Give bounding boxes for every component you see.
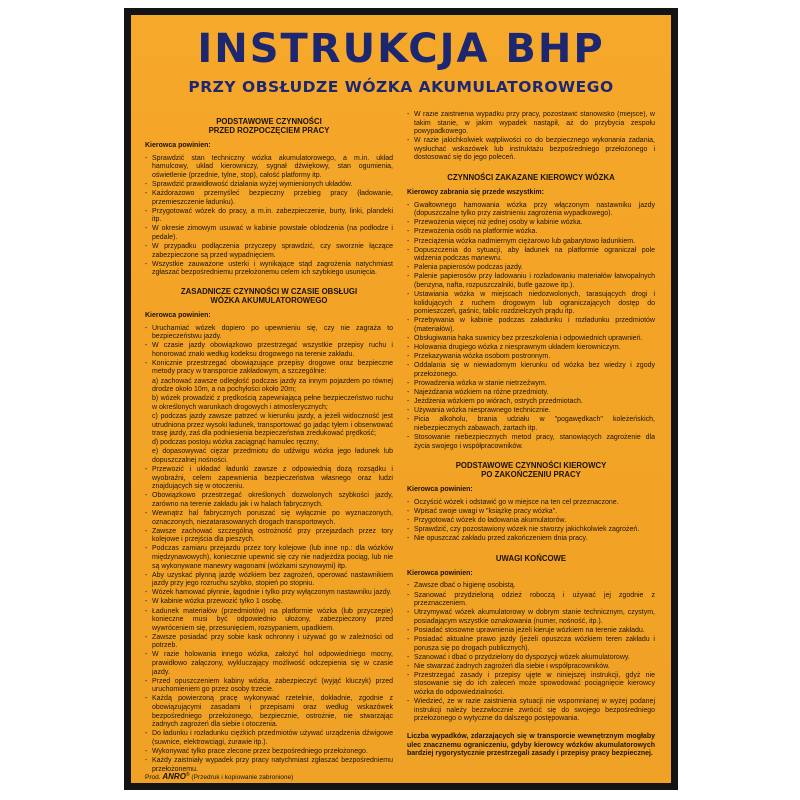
list-item: - Oddalania się w niewiadomym kierunku od wózka bez wiedzy i zgody przełożonego. — [407, 362, 655, 379]
list-item: - Sprawdzić stan techniczny wózka akumulatorowego, a m.in. układ hamulcowy, układ kierowniczy, sygnał dźwiękowy, stan ogumienia, oświetlenie (przednie, tylne, stop), całość platformy itp. — [145, 155, 393, 181]
list-item: d) podczas postoju wózka zaciągnąć hamulec ręczny; — [152, 439, 319, 447]
list-item: - Stosowanie niebezpiecznych metod pracy, stanowiących zagrożenie dla życia swojego i współpracowników. — [407, 434, 655, 451]
list-item: - Przygotować wózek do ładowania akumulatorów. — [407, 517, 655, 526]
list-item: - Najeżdżania wózkiem na różne przedmioty. — [407, 389, 655, 398]
list-item: - Posiadać aktualne prawo jazdy (jeżeli opuszcza wózkiem teren zakładu i porusza się po drogach publicznych). — [407, 636, 655, 653]
list-item: - Obowiązkowo przestrzegać określonych dozwolonych szybkości jazdy, zarówno na terenie zakładu jak i w halach fabrycznych. — [145, 492, 393, 509]
list-final-notes — [407, 582, 655, 724]
list-item: - Sprawdzić, czy pozostawiony wózek nie stworzy jakichkolwiek zagrożeń. — [407, 526, 655, 535]
section-title-forbidden: CZYNNOŚCI ZAKAZANE KIEROWCY WÓZKA — [447, 173, 615, 183]
list-item: - Holowania drugiego wózka z niesprawnym układem kierowniczym. — [407, 344, 655, 353]
list-item: - Prowadzenia wózka w stanie nietrzeźwym. — [407, 380, 655, 389]
list-item: - Przygotować wózek do pracy, a m.in. zabezpieczenie, burty, linki, plandeki itp. — [145, 208, 393, 225]
list-item: - Konicznie przestrzegać obowiązujące przepisy drogowe oraz bezpieczne metody pracy w transporcie zakładowym, a szczególnie: — [145, 360, 393, 377]
list-item: - W okresie zimowym usuwać w kabinie powstałe oblodzenia (na podłodze i pedale). — [145, 225, 393, 242]
list-accident-notes — [407, 111, 655, 163]
list-item: c) podczas jazdy zawsze patrzeć w kierunku jazdy, a jeżeli widoczność jest utrudniona przez wysoki ładunek, transportować go jadąc tyłem i obserwować trasę jazdy, zaś dla podniesienia bezpieczeństwa zredukować prędkość; — [152, 412, 393, 438]
list-item: - Przewożenia osób na platformie wózka. — [407, 228, 655, 237]
list-item: - Jeżdżenia wózkiem po wiórach, ostrych przedmiotach. — [407, 398, 655, 407]
list-item: - Aby uzyskać płynną jazdę wózkiem bez zagrożeń, operować nastawnikiem jazdy przy jego rozruchu szybko, stopień po stopniu. — [145, 572, 393, 589]
list-item: - Dopuszczenia do sytuacji, aby ładunek na platformie ograniczał pole widzenia podczas manewru. — [407, 247, 655, 264]
list-item: - Nie stwarzać żadnych zagrożeń dla siebie i współpracowników. — [407, 663, 655, 672]
list-item: - Przekazywania wózka osobom postronnym. — [407, 353, 655, 362]
section-title-final-notes: UWAGI KOŃCOWE — [495, 553, 567, 563]
section-lead-during-work: Kierowca powinien: — [145, 311, 211, 319]
list-item: - Każdą powierzoną pracę wykonywać rzetelnie, dokładnie, zgodnie z obowiązującymi zasadami i przepisami oraz według wskazówek bezpośredniego przełożonego, bezpiecznie, ostrożnie, nie stwarzając żadnych zagrożeń dla siebie i otoczenia. — [145, 695, 393, 729]
right-column — [407, 111, 655, 773]
list-item: - W razie jakichkolwiek wątpliwości co do bezpiecznego wykonania zadania, wysłuchać wskazówek lub instruktażu bezpośredniego przełożonego i dostosować się do jego poleceń. — [407, 137, 655, 163]
list-item: - Utrzymywać wózek akumulatorowy w dobrym stanie technicznym, czystym, posiadającym wszystkie oznakowania (numer, nośność, itp.). — [407, 609, 655, 626]
list-item: - Szanować przydzieloną odzież roboczą i używać jej zgodnie z przeznaczeniem. — [407, 592, 655, 609]
list-during-work — [145, 325, 393, 774]
list-item: - Palenie papierosów przy ładowaniu i rozładowaniu materiałów łatwopalnych (benzyna, nafta, rozpuszczalniki, butle gazowe itp.). — [407, 273, 655, 290]
list-item: - Palenia papierosów podczas jazdy. — [407, 264, 655, 273]
list-item: - W czasie jazdy obowiązkowo przestrzegać wszystkie przepisy ruchu i honorować znaki według kodeksu drogowego na terenie zakładu. — [145, 342, 393, 359]
list-item: - Obsługiwania haka suwnicy bez przeszkolenia i odpowiednich uprawnień. — [407, 335, 655, 344]
list-item: - Przebywania w kabinie podczas załadunku i rozładunku przedmiotów (materiałów). — [407, 317, 655, 334]
list-item: - W razie holowania innego wózka, założyć hol odpowiedniego mocny, prawidłowo załączony, wykluczający możliwość odczepienia się w czasie jazdy. — [145, 651, 393, 677]
list-item: - Ładunek materiałów (przedmiotów) na platformie wózka (lub przyczepie) konieczne musi być odpowiednio ułożony, zabezpieczony przed wywróceniem się, przesunięciem, rozsypaniem, upadkiem. — [145, 608, 393, 634]
list-item: - Podczas zamiaru przejazdu przez tory kolejowe (lub inne np.: dla wózków międzynawowych), koniecznie upewnić się czy nie nadjeżdża pociąg, lub nie są wykonywane manewry wagonami (wózkami szynowymi) itp. — [145, 545, 393, 571]
section-lead-final-notes: Kierowca powinien: — [407, 569, 473, 577]
instruction-board — [131, 15, 671, 783]
footer-prefix: Prod. — [145, 774, 161, 782]
left-column — [145, 111, 393, 773]
list-item: - Gwałtownego hamowania wózka przy włączonym nastawniku jazdy (dopuszczalne tylko przy zaistnieniu zagrożenia wypadkowego). — [407, 202, 655, 219]
section-lead-before-work: Kierowca powinien: — [145, 142, 211, 149]
list-item: - Zawsze zachować szczególną ostrożność przy przejazdach przez tory kolejowe i przejścia dla pieszych. — [145, 528, 393, 545]
list-item: - Przewożenia więcej niż jednej osoby w kabinie wózka. — [407, 219, 655, 228]
list-item: - Wykonywać tylko prace zlecone przez bezpośredniego przełożonego. — [145, 748, 393, 757]
summary-note: Liczba wypadków, zdarzających się w transporcie wewnętrznym mogłaby ulec znacznemu ograniczeniu, gdyby kierowcy wózków akumulatorowych bardziej rygorystycznie przestrzegali zasady i przepisy pracy bezpiecznej. — [407, 732, 655, 758]
list-item: - Picia alkoholu, brania udziału w "pogawędkach" koleżeńskich, niebezpiecznych zabawach, żartach itp. — [407, 416, 655, 433]
brand-logo: ANRO — [162, 772, 186, 782]
copyright-note: (Przedruk i kopiowanie zabronione) — [191, 774, 294, 782]
section-title-after-work: PODSTAWOWE CZYNNOŚCI KIEROWCY PO ZAKOŃCZENIU PRACY — [455, 461, 607, 480]
list-item: - Do ładunku i rozładunku ciężkich przedmiotów używać urządzenia dźwigowe (suwnice, elektrowciągi, żurawie itp.). — [145, 730, 393, 747]
list-before-work — [145, 155, 393, 278]
list-item: - Sprawdzić prawidłowość działania wyżej wymienionych układów. — [145, 181, 393, 190]
list-item: - Wózek hamować płynnie, łagodnie i tylko przy wyłączonym nastawniku jazdy. — [145, 589, 393, 598]
list-item: - Przeciążenia wózka nadmiernym ciężarowo lub gabarytowo ładunkiem. — [407, 238, 655, 247]
list-item: - Szanować i dbać o przydzielony do dyspozycji wózek akumulatorowy. — [407, 654, 655, 663]
list-item: - Ustawiania wózka w miejscach niedozwolonych, tarasujących drogi i kolidujących z ruchem drogowym lub ograniczających dostęp do pomieszczeń, gaśnic, tablic rozdzielczych prądu itp. — [407, 291, 655, 317]
list-item: - Przewozić i układać ładunki zawsze z odpowiednią dozą rozsądku i wyobraźni, celem zapewnienia bezpieczeństwa własnego oraz ludzi znajdujących się w otoczeniu. — [145, 466, 393, 492]
list-item: e) dopasowywać ciężar przedmiotu do udźwigu wózka jego ładunek lub dopuszczalnej nośności. — [152, 448, 393, 464]
list-item: - Używania wózka niesprawnego technicznie. — [407, 407, 655, 416]
list-item: - Przed opuszczeniem kabiny wózka, zabezpieczyć (wyjąć kluczyk) przed uruchomieniem go przez osoby trzecie. — [145, 678, 393, 695]
producer-footer — [145, 771, 293, 782]
list-item: - Każdorazowo przemyśleć bezpieczny przebieg pracy (ładowanie, przemieszczenie ładunku). — [145, 190, 393, 207]
section-title-during-work: ZASADNICZE CZYNNOŚCI W CZASIE OBSŁUGI WÓZKA AKUMULATOROWEGO — [180, 286, 358, 305]
list-item: - W kabinie wózka przewozić tylko 1 osobę. — [145, 598, 393, 607]
registered-mark: ® — [185, 772, 190, 778]
list-item: - W razie zaistnienia wypadku przy pracy, pozostawić stanowisko (miejsce), w takim stanie, w jakim wypadek nastąpił, aż do przybycia zespołu powypadkowego. — [407, 111, 655, 137]
list-item: - Każdy zaistniały wypadek przy pracy natychmiast zgłaszać bezpośredniemu przełożonemu. — [145, 757, 393, 773]
list-item: - Wiedzieć, że w razie zaistnienia sytuacji nie wspomnianej w wyżej podanej instrukcji należy bezzwłocznie zwrócić się do swojego bezpośredniego przełożonego o wytyczne do dalszego postępowania. — [407, 698, 655, 724]
section-title-before-work: PODSTAWOWE CZYNNOŚCI PRZED ROZPOCZĘCIEM PRACY — [208, 117, 330, 135]
list-item: - Posiadać stosowne uprawnienia jeżeli kieruje wózkiem na terenie zakładu. — [407, 627, 655, 636]
list-item: - Zawsze dbać o higienę osobistą. — [407, 582, 655, 591]
list-item: a) zachować zawsze odległość podczas jazdy za innym pojazdem po równej drodze około 10m, a na pochyłości około 20m; — [152, 377, 393, 394]
list-item: - Przestrzegać zasady i przepisy ujęte w niniejszej instrukcji, gdyż nie stosowanie się do ich zaleceń może spowodować pociągnięcie kierowcy wózka do odpowiedzialności. — [407, 672, 655, 698]
list-after-work — [407, 499, 655, 544]
list-item: - Wszystkie zauważone usterki i wynikające stąd zagrożenia natychmiast zgłaszać bezpośredniemu przełożonemu celem ich szybkiego usunięcia. — [145, 261, 393, 278]
list-item: b) wózek prowadzić z prędkością zapewniającą pełne bezpieczeństwo ruchu w określonych warunkach drogowych i atmosferycznych; — [152, 395, 393, 411]
list-item: - Uruchamiać wózek dopiero po upewnieniu się, czy nie zagraża to bezpieczeństwu jazdy. — [145, 325, 393, 342]
list-forbidden — [407, 202, 655, 452]
list-item: - Nie opuszczać zakładu przed zakończeniem dnia pracy. — [407, 535, 655, 544]
page-subtitle: PRZY OBSŁUDZE WÓZKA AKUMULATOROWEGO — [188, 78, 614, 96]
page-title: INSTRUKCJA BHP — [197, 26, 605, 72]
list-item: - Wpisać swoje uwagi w "książkę pracy wózka". — [407, 508, 655, 517]
section-lead-after-work: Kierowca powinien: — [407, 486, 473, 494]
list-item: - Oczyścić wózek i odstawić go w miejsce na ten cel przeznaczone. — [407, 499, 655, 508]
list-item: - W przypadku podłączenia przyczepy sprawdzić, czy sworznie łączące zabezpieczone są przed wypadnięciem. — [145, 243, 393, 260]
list-item: - Zawsze posiadać przy sobie kask ochronny i używać go w zależności od potrzeb. — [145, 634, 393, 651]
list-item: - Wewnątrz hal fabrycznych poruszać się wyłącznie po wyznaczonych, oznaczonych, niezatarasowanych drogach transportowych. — [145, 510, 393, 527]
section-lead-forbidden: Kierowcy zabrania się przede wszystkim: — [407, 189, 544, 197]
